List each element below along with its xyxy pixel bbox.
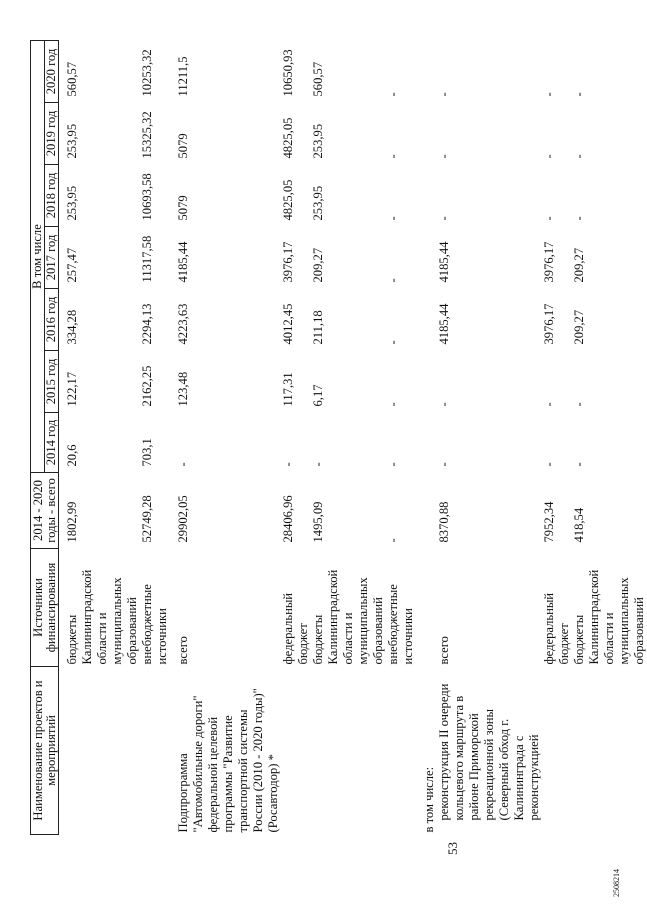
year-value: [422, 413, 437, 473]
year-value: 10650,93: [281, 49, 295, 97]
header-year: 2020 год: [45, 41, 59, 103]
header-year: 2018 год: [45, 165, 59, 227]
total-value: 29902,05: [176, 495, 190, 543]
year-value: 5079: [176, 195, 190, 221]
total-value: 7952,34: [542, 501, 556, 543]
year-value: -: [437, 402, 451, 407]
year-value: -: [572, 154, 586, 159]
year-value: -: [386, 92, 400, 97]
header-year: 2014 год: [45, 413, 59, 473]
total-value: [422, 473, 437, 549]
year-value: -: [386, 154, 400, 159]
year-value: 209,27: [572, 247, 586, 283]
year-value: 209,27: [572, 309, 586, 345]
funding-source: [422, 549, 437, 667]
year-value: [422, 165, 437, 227]
funding-source: бюджеты Калининградской области и муниципальных образований: [65, 569, 139, 665]
table-row: [422, 41, 437, 835]
project-name: реконструкция II очереди кольцевого маршрута в районе Приморской рекреационной зоны (Северный обход г. Калининграда с реконструкцией: [437, 683, 541, 821]
year-value: -: [311, 462, 325, 467]
project-name: Подпрограмма "Автомобильные дороги" федеральной целевой программы "Развитие транспортной системы России (2010 - 2020 годы)" (Росавтодор) *: [176, 688, 280, 833]
year-value: 253,95: [311, 123, 325, 159]
funding-source: федеральный бюджет: [542, 592, 571, 665]
project-name: в том числе:: [422, 766, 436, 833]
year-value: -: [542, 216, 556, 221]
year-value: 703,1: [140, 438, 154, 467]
year-value: -: [386, 278, 400, 283]
year-value: -: [572, 216, 586, 221]
year-value: 209,27: [311, 247, 325, 283]
year-value: -: [542, 462, 556, 467]
header-total: 2014 - 2020 годы - всего: [31, 473, 59, 549]
header-year: 2019 год: [45, 103, 59, 165]
total-value: 28406,96: [281, 495, 295, 543]
header-source: Источники финансирования: [31, 549, 59, 667]
total-value: 52749,28: [140, 495, 154, 543]
year-value: -: [386, 340, 400, 345]
year-value: -: [176, 462, 190, 467]
header-name: Наименование проектов и мероприятий: [31, 667, 59, 835]
year-value: -: [437, 216, 451, 221]
year-value: -: [542, 402, 556, 407]
total-value: 418,54: [572, 507, 586, 543]
year-value: 2162,25: [140, 365, 154, 407]
year-value: -: [542, 154, 556, 159]
year-value: -: [437, 92, 451, 97]
table-row: [65, 41, 140, 835]
year-value: [422, 351, 437, 413]
year-value: -: [386, 462, 400, 467]
year-value: 211,18: [311, 310, 325, 345]
year-value: 4185,44: [437, 241, 451, 283]
total-value: 8370,88: [437, 501, 451, 543]
funding-source: внебюджетные источники: [140, 584, 169, 665]
year-value: 122,17: [65, 371, 79, 407]
project-name: [281, 667, 311, 835]
table-row: [140, 41, 170, 835]
year-value: 334,28: [65, 309, 79, 345]
year-value: 4825,05: [281, 117, 295, 159]
year-value: -: [542, 92, 556, 97]
funding-source: всего: [437, 636, 451, 665]
year-value: [422, 103, 437, 165]
year-value: [422, 41, 437, 103]
year-value: -: [437, 154, 451, 159]
year-value: -: [386, 402, 400, 407]
financing-table: [30, 40, 647, 835]
year-value: 3976,17: [542, 303, 556, 345]
year-value: 20,6: [65, 444, 79, 467]
year-value: 2294,13: [140, 303, 154, 345]
year-value: 560,57: [65, 61, 79, 97]
year-value: 5079: [176, 133, 190, 159]
year-value: 11211,5: [176, 56, 190, 97]
year-value: -: [386, 216, 400, 221]
header-year: 2015 год: [45, 351, 59, 413]
year-value: 4012,45: [281, 303, 295, 345]
table-row: [572, 41, 647, 835]
project-name: [542, 667, 572, 835]
year-value: 10693,58: [140, 173, 154, 221]
funding-source: федеральный бюджет: [281, 592, 310, 665]
project-name: [386, 667, 416, 835]
year-value: 15325,32: [140, 111, 154, 159]
project-name: [572, 667, 647, 835]
year-value: 253,95: [311, 185, 325, 221]
header-year: 2016 год: [45, 289, 59, 351]
year-value: -: [437, 462, 451, 467]
table-row: [176, 41, 281, 835]
total-value: -: [386, 538, 400, 543]
header-group: В том числе: [31, 41, 45, 473]
table-row: [437, 41, 542, 835]
table-row: [311, 41, 386, 835]
project-name: [311, 667, 386, 835]
table-row: [542, 41, 572, 835]
table-row: [281, 41, 311, 835]
year-value: 6,17: [311, 384, 325, 407]
page-number: 53: [445, 842, 460, 855]
year-value: 4825,05: [281, 179, 295, 221]
year-value: [422, 227, 437, 289]
funding-source: бюджеты Калининградской области и муниципальных образований: [572, 569, 646, 665]
year-value: -: [572, 92, 586, 97]
year-value: 3976,17: [542, 241, 556, 283]
project-name: [65, 667, 140, 835]
table-row: [386, 41, 416, 835]
header-year: 2017 год: [45, 227, 59, 289]
year-value: 4185,44: [437, 303, 451, 345]
funding-source: бюджеты Калининградской области и муниципальных образований: [311, 569, 385, 665]
year-value: 11317,58: [140, 235, 154, 283]
year-value: 253,95: [65, 185, 79, 221]
year-value: 10253,32: [140, 49, 154, 97]
funding-source: внебюджетные источники: [386, 584, 415, 665]
project-name: [140, 667, 170, 835]
year-value: 4185,44: [176, 241, 190, 283]
document-code: 2508214: [612, 869, 621, 897]
total-value: 1495,09: [311, 501, 325, 543]
year-value: 257,47: [65, 247, 79, 283]
funding-source: всего: [176, 636, 190, 665]
year-value: [422, 289, 437, 351]
year-value: -: [572, 462, 586, 467]
year-value: 253,95: [65, 123, 79, 159]
year-value: 123,48: [176, 371, 190, 407]
year-value: 3976,17: [281, 241, 295, 283]
year-value: 4223,63: [176, 303, 190, 345]
year-value: -: [572, 402, 586, 407]
year-value: 117,31: [281, 372, 295, 407]
total-value: 1802,99: [65, 501, 79, 543]
year-value: 560,57: [311, 61, 325, 97]
year-value: -: [281, 462, 295, 467]
